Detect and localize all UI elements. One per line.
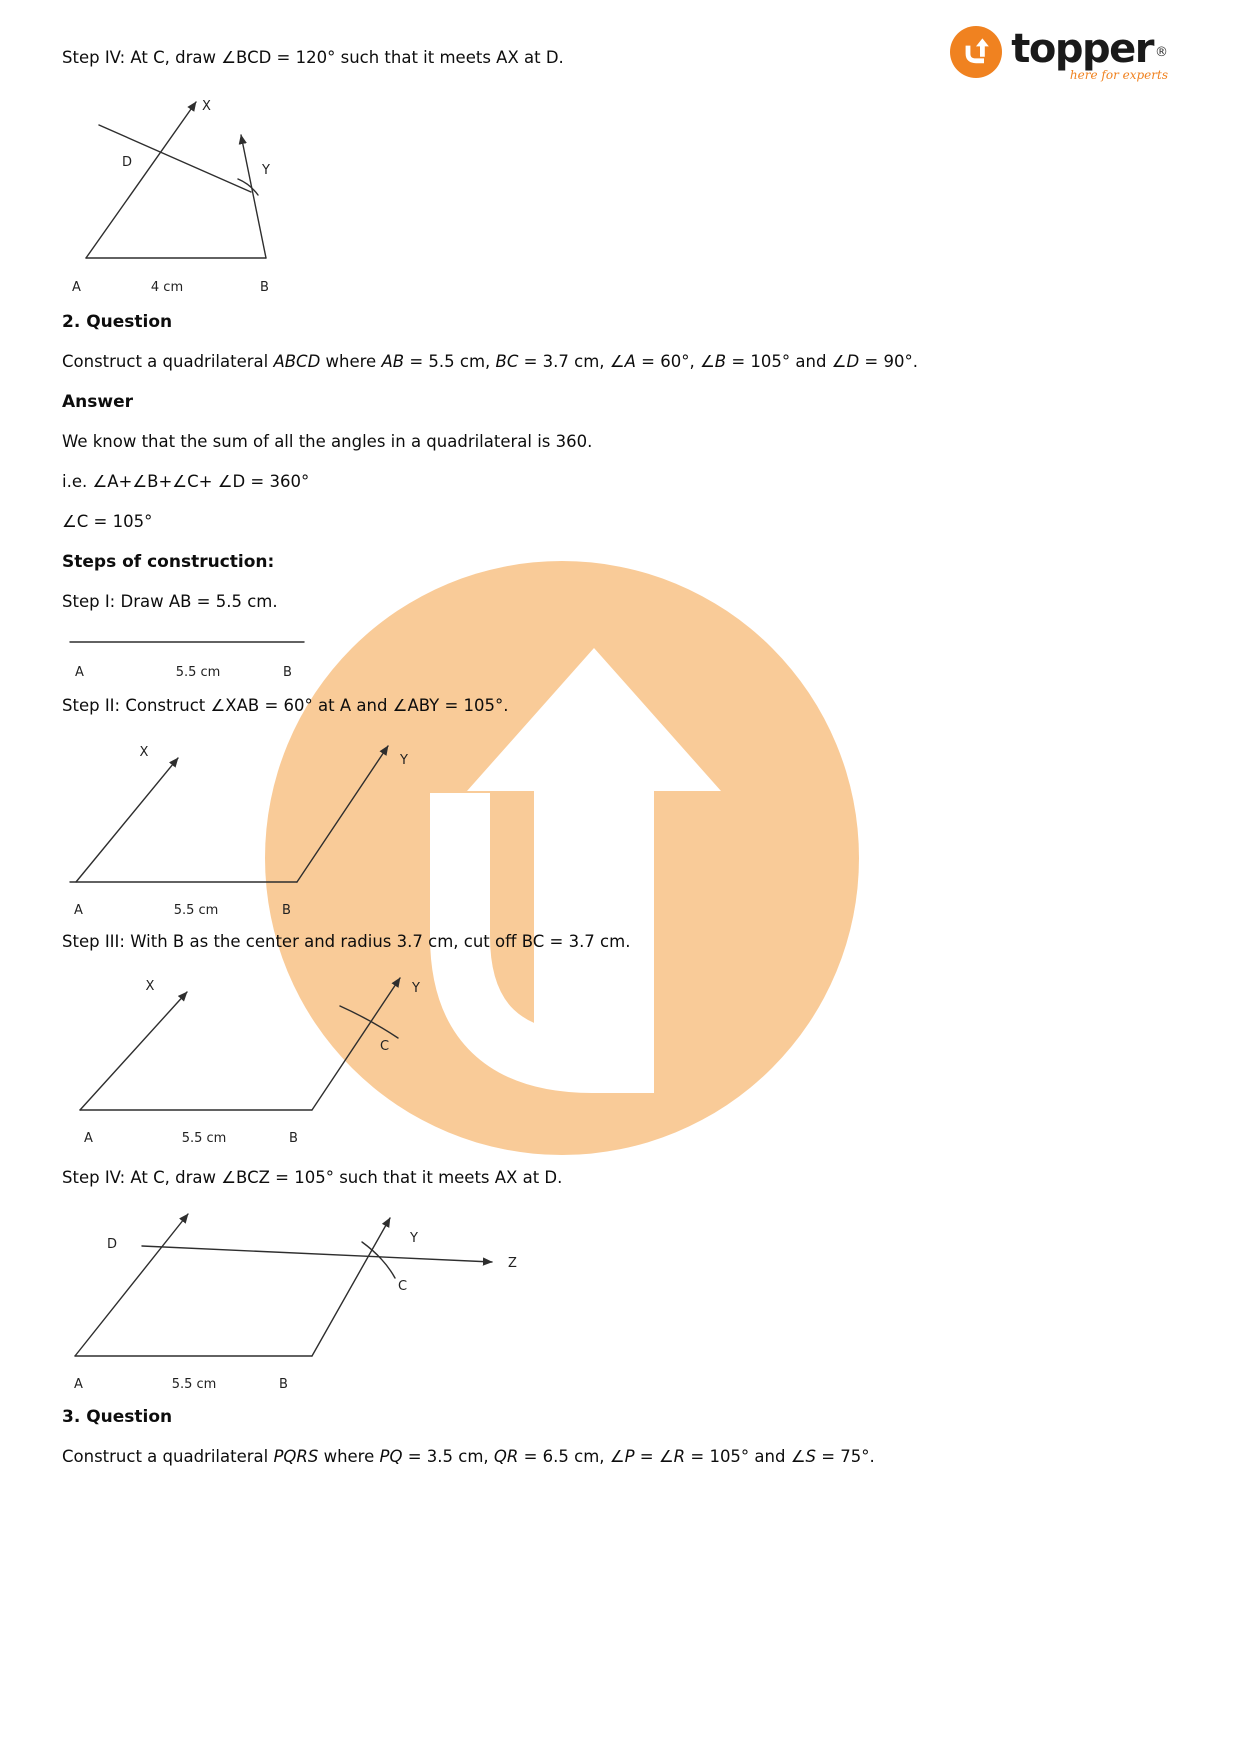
step4-intro-text: Step IV: At C, draw ∠BCD = 120° such that it meets AX at D. xyxy=(62,48,564,67)
label-a: A xyxy=(74,1377,83,1392)
label-length-ab: 5.5 cm xyxy=(173,903,219,918)
ray-ax xyxy=(75,1214,188,1356)
diagram-step2-angles-xab-aby xyxy=(62,734,482,926)
label-y: Y xyxy=(412,981,420,996)
ray-ax xyxy=(80,992,187,1110)
step-4-text: Step IV: At C, draw ∠BCZ = 105° such that it meets AX at D. xyxy=(62,1168,563,1187)
label-d: D xyxy=(122,155,133,170)
label-y: Y xyxy=(410,1231,418,1246)
label-b: B xyxy=(289,1131,298,1146)
question-2-heading: 2. Question xyxy=(62,312,173,332)
diagram-step1-segment-ab xyxy=(62,630,392,686)
topper-logo-glyph-icon xyxy=(960,36,992,68)
ray-by xyxy=(297,746,388,882)
brand-name: topper xyxy=(1011,26,1153,72)
answer-line-1: We know that the sum of all the angles in a quadrilateral is 360. xyxy=(62,432,593,451)
label-a: A xyxy=(74,903,83,918)
label-x: X xyxy=(202,99,211,114)
step-3-text: Step III: With B as the center and radius 3.7 cm, cut off BC = 3.7 cm. xyxy=(62,932,631,951)
label-c: C xyxy=(398,1279,408,1294)
answer-line-2: i.e. ∠A+∠B+∠C+ ∠D = 360° xyxy=(62,472,310,491)
label-a: A xyxy=(72,280,81,295)
question-2-text: Construct a quadrilateral ABCD where AB = 5.5 cm, BC = 3.7 cm, ∠A = 60°, ∠B = 105° and ∠D = 90°. xyxy=(62,352,918,371)
ray-ax xyxy=(76,758,178,882)
ray-ax xyxy=(86,102,196,258)
line-dz xyxy=(142,1246,492,1262)
label-length-ab: 5.5 cm xyxy=(175,665,221,680)
ray-by xyxy=(312,1218,390,1356)
label-b: B xyxy=(279,1377,288,1392)
topper-logo xyxy=(950,26,1168,82)
label-b: B xyxy=(260,280,269,295)
label-y: Y xyxy=(262,163,270,178)
topper-logo-icon xyxy=(950,26,1002,78)
arc-cut-c xyxy=(340,1006,398,1038)
diagram-step3-cut-bc xyxy=(62,970,482,1162)
step-1-text: Step I: Draw AB = 5.5 cm. xyxy=(62,592,278,611)
label-length-ab: 5.5 cm xyxy=(181,1131,227,1146)
label-x: X xyxy=(145,979,155,994)
question-3-text: Construct a quadrilateral PQRS where PQ = 3.5 cm, QR = 6.5 cm, ∠P = ∠R = 105° and ∠S = 75°. xyxy=(62,1447,875,1466)
brand-text xyxy=(1011,26,1168,82)
ray-by xyxy=(241,135,266,258)
brand-tagline: here for experts xyxy=(1069,68,1168,82)
label-length-ab: 4 cm xyxy=(150,280,184,295)
label-c: C xyxy=(380,1039,390,1054)
label-a: A xyxy=(75,665,84,680)
step-2-text: Step II: Construct ∠XAB = 60° at A and ∠ABY = 105°. xyxy=(62,696,509,715)
diagram-step4-quadrilateral-abcd xyxy=(62,1206,582,1401)
label-b: B xyxy=(282,903,291,918)
label-d: D xyxy=(106,1237,118,1252)
label-b: B xyxy=(283,665,292,680)
diagram-step4-quadrilateral-4cm xyxy=(62,86,342,306)
answer-line-3: ∠C = 105° xyxy=(62,512,153,531)
label-y: Y xyxy=(400,753,408,768)
registered-mark: ® xyxy=(1155,44,1168,60)
label-x: X xyxy=(139,745,149,760)
steps-of-construction-heading: Steps of construction: xyxy=(62,552,275,572)
label-z: Z xyxy=(508,1256,517,1271)
label-length-ab: 5.5 cm xyxy=(171,1377,217,1392)
question-3-heading: 3. Question xyxy=(62,1407,173,1427)
label-a: A xyxy=(84,1131,93,1146)
answer-heading: Answer xyxy=(62,392,133,412)
brand-wordmark xyxy=(1011,26,1168,72)
